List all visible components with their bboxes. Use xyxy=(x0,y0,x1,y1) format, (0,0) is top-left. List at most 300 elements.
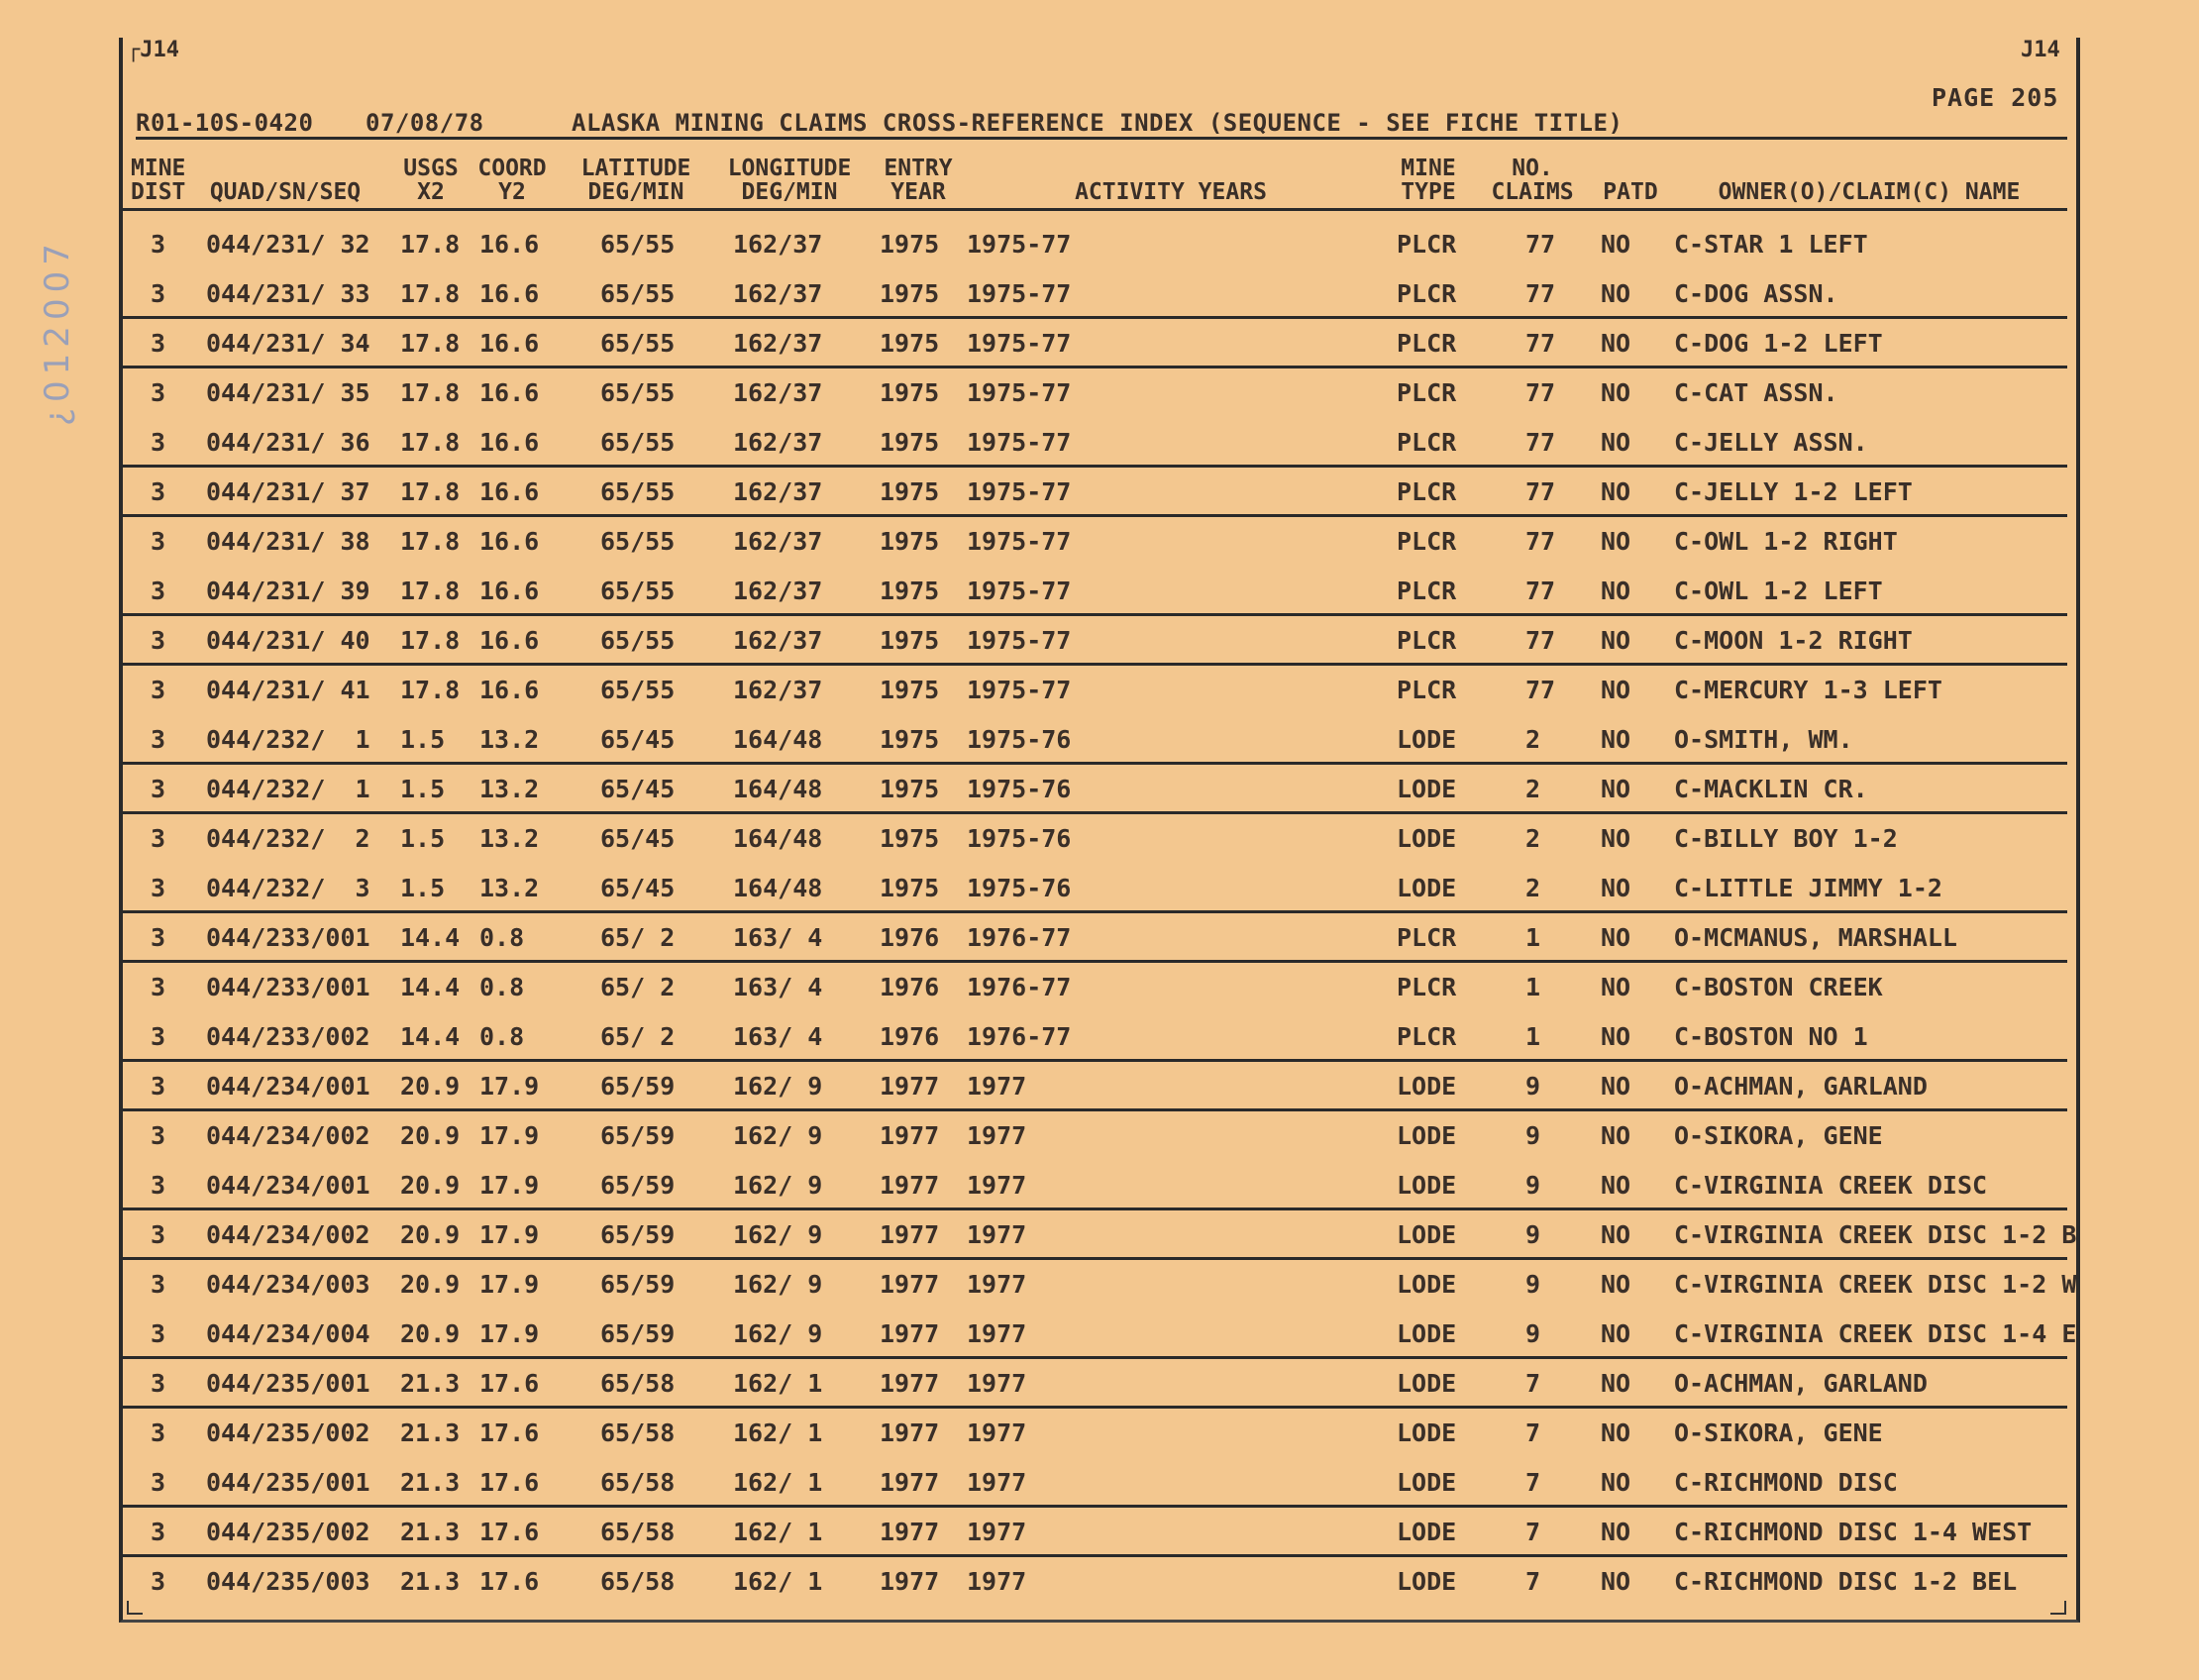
report-title: ALASKA MINING CLAIMS CROSS-REFERENCE INDEX (SEQUENCE - SEE FICHE TITLE) xyxy=(572,109,1623,137)
table-row xyxy=(121,269,2067,319)
cell-lat: 65/59 xyxy=(600,1319,676,1348)
cell-act: 1975-77 xyxy=(967,577,1072,605)
table-row xyxy=(121,963,2067,1012)
cell-entry: 1977 xyxy=(880,1468,940,1497)
cell-act: 1977 xyxy=(967,1319,1027,1348)
cell-type: LODE xyxy=(1397,1072,1457,1101)
cell-quad: 044/235/002 xyxy=(206,1518,370,1546)
cell-lon: 163/ 4 xyxy=(733,923,823,952)
report-header xyxy=(136,109,2067,140)
cell-dist: 3 xyxy=(151,626,166,655)
cell-claims: 77 xyxy=(1525,279,1556,308)
cell-type: PLCR xyxy=(1397,477,1457,506)
cell-name: C-MACKLIN CR. xyxy=(1674,775,1868,803)
cell-claims: 1 xyxy=(1525,973,1541,1001)
cell-type: LODE xyxy=(1397,874,1457,902)
cell-entry: 1977 xyxy=(880,1518,940,1546)
cell-lon: 162/ 1 xyxy=(733,1567,823,1596)
cell-quad: 044/232/ 1 xyxy=(206,725,370,754)
cell-entry: 1975 xyxy=(880,428,940,457)
col-activity: ACTIVITY YEARS xyxy=(1075,179,1267,205)
cell-x2: 17.8 xyxy=(400,378,461,407)
cell-patd: NO xyxy=(1601,973,1631,1001)
cell-y2: 16.6 xyxy=(479,577,540,605)
cell-x2: 20.9 xyxy=(400,1121,461,1150)
cell-x2: 17.8 xyxy=(400,329,461,358)
cell-lat: 65/55 xyxy=(600,279,676,308)
cell-quad: 044/231/ 38 xyxy=(206,527,370,556)
cell-y2: 17.9 xyxy=(479,1270,540,1299)
cell-type: PLCR xyxy=(1397,923,1457,952)
cell-lat: 65/55 xyxy=(600,230,676,259)
cell-lon: 164/48 xyxy=(733,874,823,902)
cell-quad: 044/231/ 33 xyxy=(206,279,370,308)
cell-act: 1975-77 xyxy=(967,279,1072,308)
cell-name: O-ACHMAN, GARLAND xyxy=(1674,1072,1928,1101)
cell-name: C-RICHMOND DISC 1-4 WEST xyxy=(1674,1518,2033,1546)
column-headers xyxy=(121,157,2067,211)
cell-dist: 3 xyxy=(151,1022,166,1051)
cell-lat: 65/55 xyxy=(600,626,676,655)
cell-lon: 162/ 9 xyxy=(733,1220,823,1249)
cell-y2: 0.8 xyxy=(479,973,525,1001)
cell-y2: 16.6 xyxy=(479,279,540,308)
cell-type: PLCR xyxy=(1397,428,1457,457)
cell-y2: 16.6 xyxy=(479,477,540,506)
cell-dist: 3 xyxy=(151,1270,166,1299)
table-row xyxy=(121,616,2067,666)
cell-lat: 65/58 xyxy=(600,1369,676,1398)
cell-lat: 65/55 xyxy=(600,477,676,506)
cell-y2: 16.6 xyxy=(479,626,540,655)
cell-entry: 1975 xyxy=(880,824,940,853)
cell-type: PLCR xyxy=(1397,527,1457,556)
cell-quad: 044/232/ 1 xyxy=(206,775,370,803)
cell-lat: 65/58 xyxy=(600,1567,676,1596)
cell-y2: 0.8 xyxy=(479,923,525,952)
cell-entry: 1975 xyxy=(880,874,940,902)
cell-entry: 1977 xyxy=(880,1220,940,1249)
cell-dist: 3 xyxy=(151,1121,166,1150)
cell-lat: 65/55 xyxy=(600,378,676,407)
cell-name: O-MCMANUS, MARSHALL xyxy=(1674,923,1957,952)
cell-lat: 65/59 xyxy=(600,1171,676,1200)
cell-y2: 0.8 xyxy=(479,1022,525,1051)
cell-entry: 1975 xyxy=(880,775,940,803)
cell-patd: NO xyxy=(1601,477,1631,506)
cell-entry: 1975 xyxy=(880,527,940,556)
cell-claims: 7 xyxy=(1525,1369,1541,1398)
table-row xyxy=(121,1210,2077,1260)
cell-lon: 162/ 1 xyxy=(733,1468,823,1497)
table-row xyxy=(121,368,2067,418)
cell-patd: NO xyxy=(1601,527,1631,556)
cell-lon: 162/ 9 xyxy=(733,1072,823,1101)
cell-x2: 17.8 xyxy=(400,428,461,457)
cell-name: C-BOSTON NO 1 xyxy=(1674,1022,1868,1051)
cell-type: PLCR xyxy=(1397,676,1457,704)
cell-lon: 162/37 xyxy=(733,428,823,457)
cell-claims: 7 xyxy=(1525,1418,1541,1447)
cell-entry: 1977 xyxy=(880,1121,940,1150)
table-row xyxy=(121,1310,2077,1359)
cell-dist: 3 xyxy=(151,1220,166,1249)
report-id: R01-10S-0420 xyxy=(136,109,314,137)
cell-lon: 162/ 1 xyxy=(733,1518,823,1546)
cell-quad: 044/231/ 39 xyxy=(206,577,370,605)
cell-quad: 044/234/002 xyxy=(206,1220,370,1249)
table-row xyxy=(121,1557,2067,1607)
cell-act: 1977 xyxy=(967,1171,1027,1200)
cell-quad: 044/234/004 xyxy=(206,1319,370,1348)
cell-y2: 17.9 xyxy=(479,1121,540,1150)
cell-y2: 17.9 xyxy=(479,1319,540,1348)
cell-lon: 163/ 4 xyxy=(733,1022,823,1051)
cell-x2: 21.3 xyxy=(400,1567,461,1596)
cell-act: 1977 xyxy=(967,1121,1027,1150)
table-row xyxy=(121,220,2067,269)
cell-entry: 1975 xyxy=(880,577,940,605)
cell-dist: 3 xyxy=(151,1319,166,1348)
cell-patd: NO xyxy=(1601,1418,1631,1447)
table-row xyxy=(121,715,2067,765)
cell-patd: NO xyxy=(1601,1171,1631,1200)
col-quad: QUAD/SN/SEQ xyxy=(209,179,362,205)
cell-lon: 162/37 xyxy=(733,676,823,704)
cell-name: C-RICHMOND DISC xyxy=(1674,1468,1898,1497)
cell-y2: 17.9 xyxy=(479,1072,540,1101)
cell-name: C-DOG ASSN. xyxy=(1674,279,1838,308)
cell-entry: 1975 xyxy=(880,626,940,655)
cell-y2: 17.9 xyxy=(479,1220,540,1249)
cell-quad: 044/235/001 xyxy=(206,1468,370,1497)
cell-claims: 2 xyxy=(1525,874,1541,902)
col-claims: NO. CLAIMS xyxy=(1491,156,1574,205)
cell-y2: 13.2 xyxy=(479,824,540,853)
cell-type: PLCR xyxy=(1397,329,1457,358)
cell-name: C-VIRGINIA CREEK DISC 1-2 W xyxy=(1674,1270,2077,1299)
cell-lat: 65/58 xyxy=(600,1518,676,1546)
cell-act: 1975-76 xyxy=(967,725,1072,754)
table-row xyxy=(121,517,2067,567)
cell-claims: 77 xyxy=(1525,230,1556,259)
cell-quad: 044/233/001 xyxy=(206,923,370,952)
cell-type: LODE xyxy=(1397,1518,1457,1546)
cell-patd: NO xyxy=(1601,1518,1631,1546)
cell-dist: 3 xyxy=(151,725,166,754)
cell-dist: 3 xyxy=(151,378,166,407)
cell-lat: 65/45 xyxy=(600,824,676,853)
table-row xyxy=(121,1062,2067,1111)
cell-lat: 65/55 xyxy=(600,676,676,704)
cell-patd: NO xyxy=(1601,1220,1631,1249)
cell-dist: 3 xyxy=(151,1418,166,1447)
cell-name: C-BILLY BOY 1-2 xyxy=(1674,824,1898,853)
cell-dist: 3 xyxy=(151,329,166,358)
cell-x2: 17.8 xyxy=(400,230,461,259)
fiche-id-left: ┌J14 xyxy=(127,38,179,62)
cell-quad: 044/231/ 40 xyxy=(206,626,370,655)
cell-x2: 17.8 xyxy=(400,676,461,704)
cell-lon: 162/37 xyxy=(733,230,823,259)
cell-patd: NO xyxy=(1601,626,1631,655)
cell-lon: 162/37 xyxy=(733,279,823,308)
cell-x2: 14.4 xyxy=(400,923,461,952)
cell-type: PLCR xyxy=(1397,279,1457,308)
cell-claims: 7 xyxy=(1525,1518,1541,1546)
cell-entry: 1975 xyxy=(880,279,940,308)
cell-dist: 3 xyxy=(151,874,166,902)
table-row xyxy=(121,765,2067,814)
table-row xyxy=(121,418,2067,468)
col-coord: COORD Y2 xyxy=(477,156,547,205)
table-row xyxy=(121,1111,2067,1161)
col-patd: PATD xyxy=(1603,179,1658,205)
cell-x2: 1.5 xyxy=(400,775,446,803)
cell-entry: 1975 xyxy=(880,676,940,704)
cell-quad: 044/233/002 xyxy=(206,1022,370,1051)
claims-table xyxy=(121,220,2077,1607)
table-row xyxy=(121,1260,2077,1310)
cell-patd: NO xyxy=(1601,824,1631,853)
cell-lon: 162/ 9 xyxy=(733,1270,823,1299)
cell-x2: 1.5 xyxy=(400,824,446,853)
cell-lat: 65/ 2 xyxy=(600,973,676,1001)
cell-quad: 044/235/001 xyxy=(206,1369,370,1398)
cell-y2: 17.9 xyxy=(479,1171,540,1200)
cell-lon: 162/37 xyxy=(733,378,823,407)
cell-patd: NO xyxy=(1601,923,1631,952)
cell-quad: 044/235/003 xyxy=(206,1567,370,1596)
cell-type: LODE xyxy=(1397,1567,1457,1596)
cell-type: LODE xyxy=(1397,1468,1457,1497)
cell-x2: 20.9 xyxy=(400,1319,461,1348)
cell-y2: 13.2 xyxy=(479,725,540,754)
cell-lat: 65/59 xyxy=(600,1270,676,1299)
cell-lat: 65/45 xyxy=(600,725,676,754)
side-stamp: ¿012007 xyxy=(38,238,77,426)
col-usgs: USGS X2 xyxy=(403,156,459,205)
cell-claims: 77 xyxy=(1525,676,1556,704)
cell-patd: NO xyxy=(1601,1319,1631,1348)
cell-x2: 1.5 xyxy=(400,725,446,754)
cell-act: 1975-76 xyxy=(967,874,1072,902)
report-date: 07/08/78 xyxy=(366,109,484,137)
cell-lat: 65/55 xyxy=(600,527,676,556)
cell-patd: NO xyxy=(1601,676,1631,704)
cell-dist: 3 xyxy=(151,1567,166,1596)
cell-type: LODE xyxy=(1397,824,1457,853)
cell-y2: 16.6 xyxy=(479,428,540,457)
cell-dist: 3 xyxy=(151,527,166,556)
cell-name: C-VIRGINIA CREEK DISC 1-2 B xyxy=(1674,1220,2077,1249)
cell-lon: 162/ 9 xyxy=(733,1319,823,1348)
cell-lat: 65/45 xyxy=(600,775,676,803)
cell-act: 1977 xyxy=(967,1270,1027,1299)
cell-lon: 164/48 xyxy=(733,725,823,754)
cell-lon: 162/ 9 xyxy=(733,1121,823,1150)
cell-entry: 1976 xyxy=(880,1022,940,1051)
cell-x2: 20.9 xyxy=(400,1270,461,1299)
cell-quad: 044/231/ 35 xyxy=(206,378,370,407)
cell-patd: NO xyxy=(1601,874,1631,902)
cell-lat: 65/58 xyxy=(600,1468,676,1497)
cell-patd: NO xyxy=(1601,1369,1631,1398)
cell-lon: 162/37 xyxy=(733,527,823,556)
cell-dist: 3 xyxy=(151,1072,166,1101)
cell-quad: 044/234/001 xyxy=(206,1171,370,1200)
cell-name: C-MERCURY 1-3 LEFT xyxy=(1674,676,1942,704)
cell-y2: 16.6 xyxy=(479,230,540,259)
cell-name: O-ACHMAN, GARLAND xyxy=(1674,1369,1928,1398)
cell-entry: 1977 xyxy=(880,1072,940,1101)
cell-act: 1975-77 xyxy=(967,527,1072,556)
cell-entry: 1977 xyxy=(880,1567,940,1596)
cell-patd: NO xyxy=(1601,329,1631,358)
cell-dist: 3 xyxy=(151,775,166,803)
cell-type: LODE xyxy=(1397,1319,1457,1348)
cell-claims: 2 xyxy=(1525,725,1541,754)
cell-claims: 2 xyxy=(1525,775,1541,803)
cell-quad: 044/231/ 37 xyxy=(206,477,370,506)
cell-patd: NO xyxy=(1601,1072,1631,1101)
corner-mark-right xyxy=(2050,1601,2066,1615)
cell-y2: 16.6 xyxy=(479,329,540,358)
cell-quad: 044/235/002 xyxy=(206,1418,370,1447)
cell-act: 1977 xyxy=(967,1518,1027,1546)
cell-claims: 77 xyxy=(1525,477,1556,506)
cell-lon: 162/37 xyxy=(733,329,823,358)
cell-type: LODE xyxy=(1397,775,1457,803)
table-row xyxy=(121,814,2067,864)
cell-act: 1975-77 xyxy=(967,230,1072,259)
cell-quad: 044/231/ 36 xyxy=(206,428,370,457)
cell-claims: 7 xyxy=(1525,1567,1541,1596)
cell-x2: 21.3 xyxy=(400,1418,461,1447)
cell-patd: NO xyxy=(1601,1121,1631,1150)
cell-y2: 17.6 xyxy=(479,1369,540,1398)
cell-entry: 1975 xyxy=(880,329,940,358)
cell-quad: 044/233/001 xyxy=(206,973,370,1001)
table-row xyxy=(121,468,2067,517)
cell-claims: 9 xyxy=(1525,1171,1541,1200)
cell-name: C-BOSTON CREEK xyxy=(1674,973,1883,1001)
cell-dist: 3 xyxy=(151,676,166,704)
cell-dist: 3 xyxy=(151,230,166,259)
cell-claims: 77 xyxy=(1525,527,1556,556)
cell-name: C-OWL 1-2 LEFT xyxy=(1674,577,1883,605)
cell-type: LODE xyxy=(1397,1171,1457,1200)
cell-act: 1977 xyxy=(967,1220,1027,1249)
cell-lon: 163/ 4 xyxy=(733,973,823,1001)
cell-entry: 1977 xyxy=(880,1319,940,1348)
cell-act: 1975-77 xyxy=(967,626,1072,655)
cell-act: 1977 xyxy=(967,1418,1027,1447)
cell-lon: 162/ 1 xyxy=(733,1418,823,1447)
cell-name: C-LITTLE JIMMY 1-2 xyxy=(1674,874,1942,902)
cell-type: PLCR xyxy=(1397,577,1457,605)
cell-x2: 14.4 xyxy=(400,1022,461,1051)
table-row xyxy=(121,1161,2067,1210)
cell-x2: 20.9 xyxy=(400,1220,461,1249)
cell-claims: 77 xyxy=(1525,428,1556,457)
cell-lon: 162/ 1 xyxy=(733,1369,823,1398)
cell-y2: 17.6 xyxy=(479,1518,540,1546)
cell-dist: 3 xyxy=(151,1171,166,1200)
cell-name: O-SIKORA, GENE xyxy=(1674,1121,1883,1150)
cell-claims: 9 xyxy=(1525,1072,1541,1101)
cell-quad: 044/232/ 3 xyxy=(206,874,370,902)
table-row xyxy=(121,1359,2067,1409)
cell-dist: 3 xyxy=(151,1518,166,1546)
table-row xyxy=(121,567,2067,616)
cell-y2: 16.6 xyxy=(479,527,540,556)
cell-act: 1977 xyxy=(967,1072,1027,1101)
cell-act: 1975-77 xyxy=(967,378,1072,407)
col-mine-type: MINE TYPE xyxy=(1401,156,1456,205)
page-number: PAGE 205 xyxy=(1932,83,2059,112)
table-row xyxy=(121,319,2067,368)
cell-act: 1975-77 xyxy=(967,329,1072,358)
cell-dist: 3 xyxy=(151,973,166,1001)
cell-type: LODE xyxy=(1397,1220,1457,1249)
cell-y2: 17.6 xyxy=(479,1567,540,1596)
cell-quad: 044/232/ 2 xyxy=(206,824,370,853)
cell-x2: 17.8 xyxy=(400,626,461,655)
cell-quad: 044/231/ 34 xyxy=(206,329,370,358)
cell-lon: 162/ 9 xyxy=(733,1171,823,1200)
col-latitude: LATITUDE DEG/MIN xyxy=(580,156,691,205)
cell-entry: 1976 xyxy=(880,923,940,952)
cell-claims: 9 xyxy=(1525,1270,1541,1299)
cell-act: 1976-77 xyxy=(967,973,1072,1001)
cell-act: 1977 xyxy=(967,1369,1027,1398)
cell-act: 1976-77 xyxy=(967,1022,1072,1051)
cell-y2: 17.6 xyxy=(479,1468,540,1497)
cell-name: C-JELLY ASSN. xyxy=(1674,428,1868,457)
cell-name: C-STAR 1 LEFT xyxy=(1674,230,1868,259)
cell-type: PLCR xyxy=(1397,626,1457,655)
cell-y2: 16.6 xyxy=(479,378,540,407)
cell-type: PLCR xyxy=(1397,378,1457,407)
cell-act: 1975-77 xyxy=(967,428,1072,457)
cell-claims: 2 xyxy=(1525,824,1541,853)
cell-lat: 65/ 2 xyxy=(600,1022,676,1051)
cell-name: C-RICHMOND DISC 1-2 BEL xyxy=(1674,1567,2018,1596)
cell-patd: NO xyxy=(1601,775,1631,803)
cell-x2: 17.8 xyxy=(400,577,461,605)
cell-x2: 14.4 xyxy=(400,973,461,1001)
cell-quad: 044/234/003 xyxy=(206,1270,370,1299)
cell-entry: 1975 xyxy=(880,477,940,506)
cell-quad: 044/234/001 xyxy=(206,1072,370,1101)
cell-claims: 7 xyxy=(1525,1468,1541,1497)
cell-dist: 3 xyxy=(151,1468,166,1497)
table-row xyxy=(121,913,2067,963)
cell-quad: 044/231/ 41 xyxy=(206,676,370,704)
cell-entry: 1977 xyxy=(880,1418,940,1447)
col-entry-year: ENTRY YEAR xyxy=(884,156,953,205)
cell-x2: 1.5 xyxy=(400,874,446,902)
cell-lon: 164/48 xyxy=(733,775,823,803)
cell-x2: 17.8 xyxy=(400,279,461,308)
cell-dist: 3 xyxy=(151,279,166,308)
cell-x2: 17.8 xyxy=(400,527,461,556)
cell-act: 1975-77 xyxy=(967,477,1072,506)
cell-type: LODE xyxy=(1397,1270,1457,1299)
cell-act: 1977 xyxy=(967,1468,1027,1497)
cell-y2: 17.6 xyxy=(479,1418,540,1447)
